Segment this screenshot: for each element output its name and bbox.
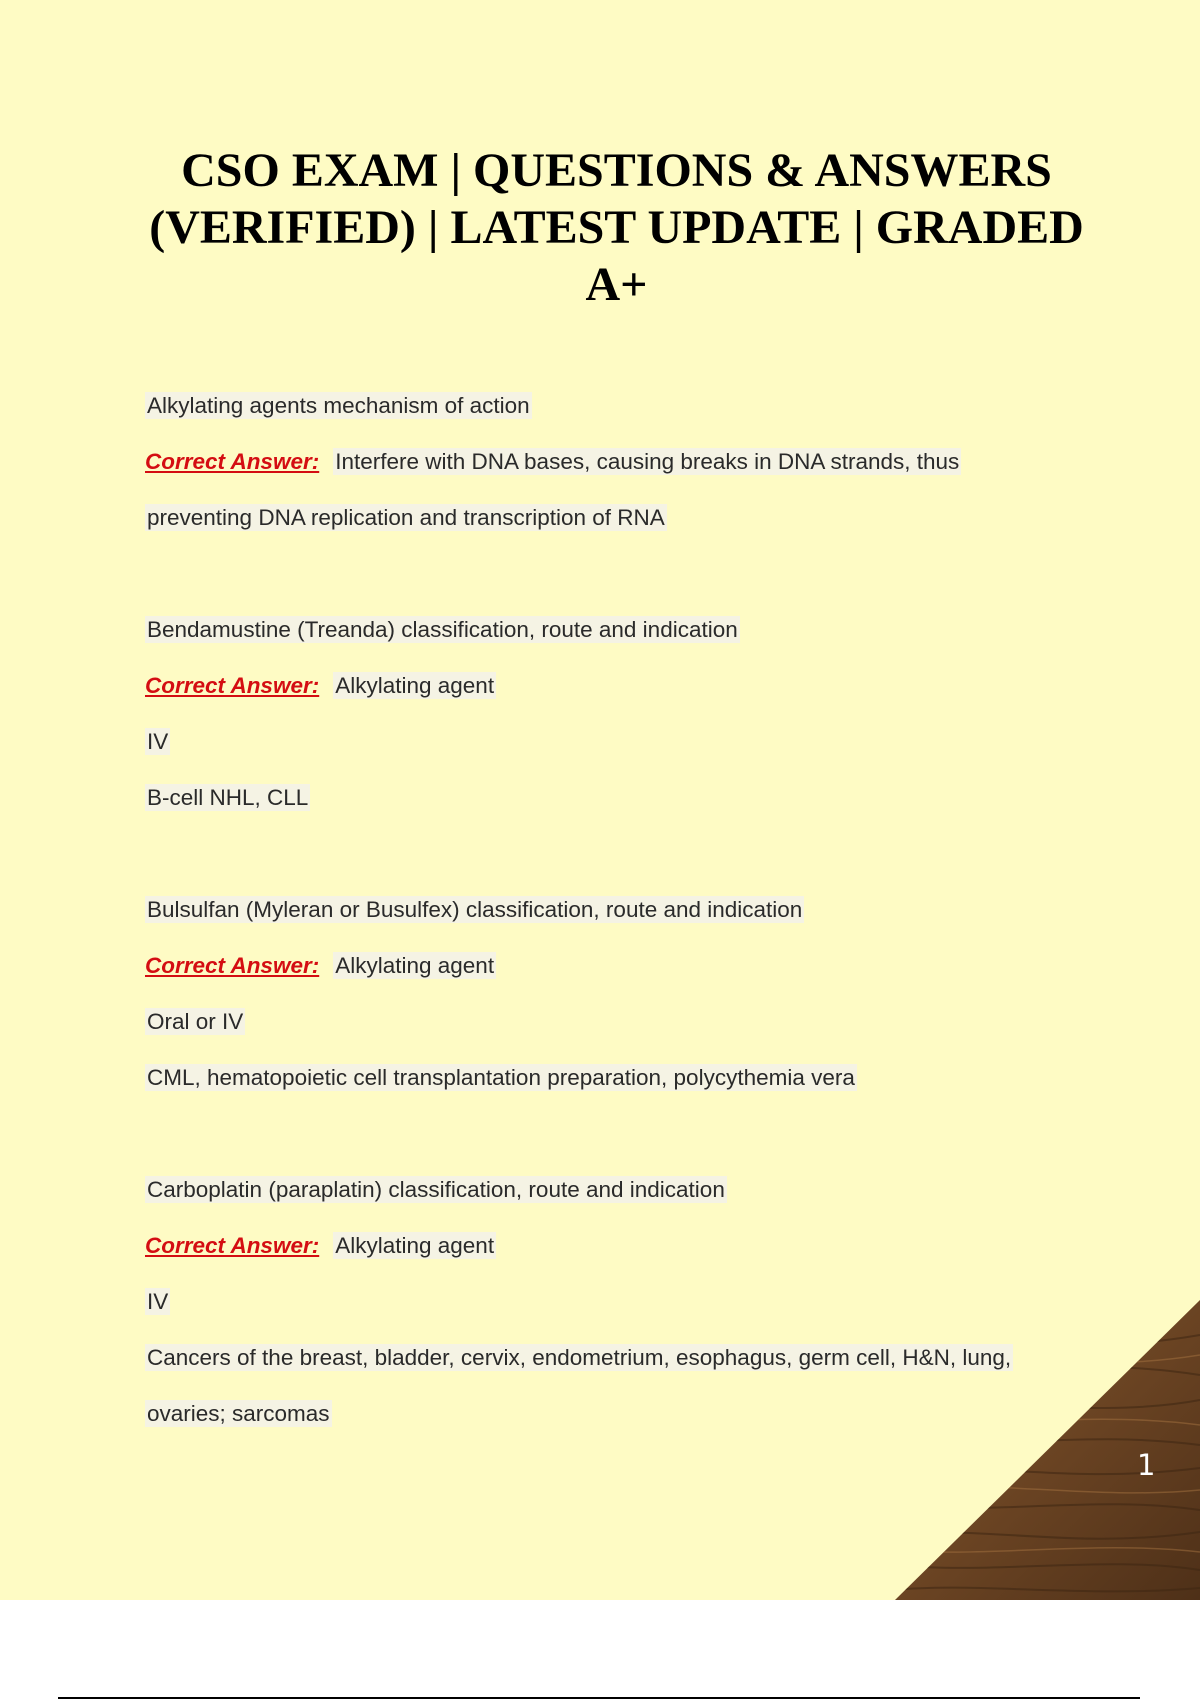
answer-line: preventing DNA replication and transcription of RNA bbox=[147, 505, 665, 530]
question-text: Bendamustine (Treanda) classification, route and indication bbox=[147, 617, 738, 642]
question-text: Carboplatin (paraplatin) classification, route and indication bbox=[147, 1177, 725, 1202]
answer-line: IV bbox=[147, 729, 169, 754]
correct-answer-label: Correct Answer: bbox=[145, 1233, 320, 1258]
answer-line: Oral or IV bbox=[147, 1009, 244, 1034]
answer-line: Correct Answer: Alkylating agent bbox=[145, 673, 495, 698]
footer-rule bbox=[58, 1697, 1140, 1699]
answer-line: Correct Answer: Alkylating agent bbox=[145, 1233, 495, 1258]
answer-line: IV bbox=[147, 1289, 169, 1314]
answer-line: Correct Answer: Alkylating agent bbox=[145, 953, 495, 978]
answer-line: B-cell NHL, CLL bbox=[147, 785, 309, 810]
answer-line: Cancers of the breast, bladder, cervix, endometrium, esophagus, germ cell, H&N, lung, bbox=[147, 1345, 1012, 1370]
answer-line: ovaries; sarcomas bbox=[147, 1401, 330, 1426]
document-title: CSO EXAM | QUESTIONS & ANSWERS (VERIFIED) | LATEST UPDATE | GRADED A+ bbox=[149, 144, 1084, 311]
question-text: Alkylating agents mechanism of action bbox=[147, 393, 530, 418]
correct-answer-label: Correct Answer: bbox=[145, 673, 320, 698]
correct-answer-label: Correct Answer: bbox=[145, 449, 320, 474]
qa-list bbox=[145, 393, 1105, 1457]
answer-line: Correct Answer: Interfere with DNA bases, causing breaks in DNA strands, thus bbox=[145, 449, 960, 474]
question-text: Bulsulfan (Myleran or Busulfex) classification, route and indication bbox=[147, 897, 803, 922]
correct-answer-label: Correct Answer: bbox=[145, 953, 320, 978]
answer-line: CML, hematopoietic cell transplantation preparation, polycythemia vera bbox=[147, 1065, 855, 1090]
page-number: 1 bbox=[1137, 1448, 1156, 1482]
